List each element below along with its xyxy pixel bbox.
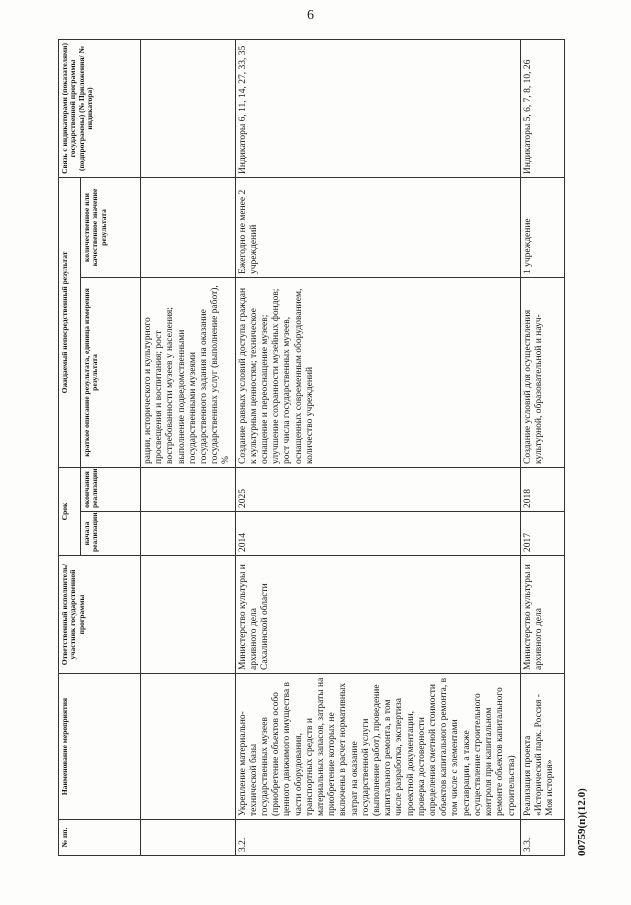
- cell-name: [141, 674, 236, 820]
- cell-start: [141, 512, 236, 556]
- header-link: Связь с индикаторами (показателями) государственной программы (подпрограммы) (№ Приложения/ № индикатора): [59, 39, 141, 177]
- table-row: [520, 39, 564, 855]
- cell-end: 2025: [235, 467, 520, 511]
- cell-end: 2018: [520, 467, 564, 511]
- cell-desc: рации, исторического и культурного просвещения и воспитания; рост востребованности музеев у населения; выполнение подведомственными государственными музеями государственного задания на оказание государственных услуг (выполнение работ), %: [141, 277, 236, 467]
- cell-num: [141, 820, 236, 856]
- cell-value: 1 учреждение: [520, 177, 564, 277]
- cell-link: Индикаторы 6, 11, 14, 27, 33, 35: [235, 39, 520, 177]
- cell-link: [141, 39, 236, 177]
- table-row: [235, 39, 520, 855]
- cell-value: Ежегодно не менее 2 учреждений: [235, 177, 520, 277]
- cell-start: 2017: [520, 512, 564, 556]
- cell-start: 2014: [235, 512, 520, 556]
- header-num: № пп.: [59, 820, 141, 856]
- header-term-end: окончания реализации: [81, 467, 141, 511]
- cell-desc: Создание равных условий доступа граждан к культурным ценностям; техническое оснащение и переоснащение музеев; улучшение сохранности музейных фондов; рост числа государственных музеев, оснащенных современным оборудованием, количество учреждений: [235, 277, 520, 467]
- document-code: 00759(п)(12.0): [576, 788, 588, 856]
- rotated-table-page: [58, 40, 588, 856]
- header-expected-value: количественное или качественное значение результата: [81, 177, 141, 277]
- header-term: Срок: [59, 467, 81, 555]
- cell-num: 3.2.: [235, 820, 520, 856]
- cell-name: Укрепление материально-технической базы государственных музеев (приобретение объектов особо ценного движимого имущества в части оборудования, транспортных средств и материальных запасов, затраты на приобретение которых не включены в расчет нормативных затрат на оказание государственной услуги (выполнение работ), проведение капитального ремонта, в том числе разработка, экспертиза проектной документации, проверка достоверности определения сметной стоимости объектов капитального ремонта, в том числе с элементами реставрации, а также осуществление строительного контроля при капитальном ремонте объектов капитального строительства): [235, 674, 520, 820]
- cell-desc: Создание условий для осуществления культурной, образовательной и науч-: [520, 277, 564, 467]
- cell-name: Реализация проекта «Исторический парк. Россия - Моя история»: [520, 674, 564, 820]
- cell-executor: Министерство культуры и архивного дела Сахалинской области: [235, 556, 520, 674]
- measures-table: [58, 39, 565, 856]
- header-expected: Ожидаемый непосредственный результат: [59, 177, 81, 467]
- cell-link: Индикаторы 5, 6, 7, 8, 10, 26: [520, 39, 564, 177]
- header-term-start: начала реализации: [81, 512, 141, 556]
- cell-executor: Министерство культуры и архивного дела: [520, 556, 564, 674]
- cell-end: [141, 467, 236, 511]
- page-number: 6: [307, 8, 314, 23]
- header-name: Наименование мероприятия: [59, 674, 141, 820]
- cell-executor: [141, 556, 236, 674]
- cell-num: 3.3.: [520, 820, 564, 856]
- header-executor: Ответственный исполнитель/участник государственной программы: [59, 556, 141, 674]
- cell-value: [141, 177, 236, 277]
- table-row: [141, 39, 236, 855]
- header-expected-desc: краткое описание результата, единица измерения результата: [81, 277, 141, 467]
